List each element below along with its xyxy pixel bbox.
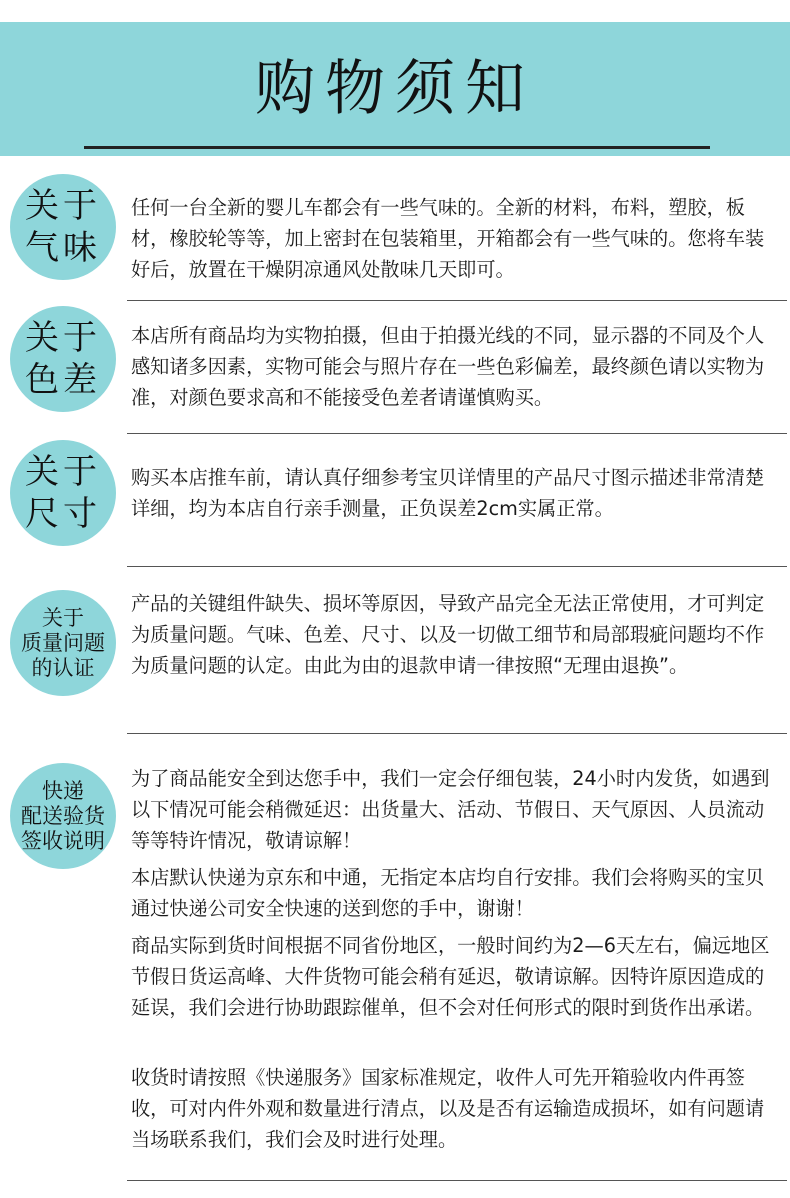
badge-line: 色差 — [25, 360, 101, 400]
badge-line: 气味 — [25, 228, 101, 268]
badge-line: 关于 — [42, 605, 84, 630]
badge-line: 的认证 — [31, 655, 95, 680]
divider — [127, 733, 787, 734]
divider — [127, 566, 787, 567]
badge-line: 质量问题 — [21, 630, 105, 655]
smell-text: 任何一台全新的婴儿车都会有一些气味的。全新的材料，布料，塑胶，板材，橡胶轮等等，加上密封在包装箱里，开箱都会有一些气味的。您将车装好后，放置在干燥阴凉通风处散味几天即可。 — [131, 196, 765, 281]
page-title: 购物须知 — [255, 54, 535, 124]
badge-line: 关于 — [25, 186, 101, 226]
badge-delivery — [10, 763, 116, 869]
badge-smell — [10, 174, 116, 280]
badge-line: 配送验货 — [21, 803, 105, 828]
badge-quality — [10, 590, 116, 696]
delivery-text-1: 为了商品能安全到达您手中，我们一定会仔细包装，24小时内发货，如遇到以下情况可能会稍微延迟：出货量大、活动、节假日、天气原因、人员流动等等特许情况，敬请谅解！ — [131, 767, 770, 852]
delivery-text-2: 本店默认快递为京东和中通，无指定本店均自行安排。我们会将购买的宝贝通过快递公司安全快速的送到您的手中，谢谢！ — [131, 866, 765, 920]
delivery-text-4: 收货时请按照《快递服务》国家标准规定，收件人可先开箱验收内件再签收，可对内件外观和数量进行清点，以及是否有运输造成损坏，如有问题请当场联系我们，我们会及时进行处理。 — [131, 1066, 765, 1151]
delivery-text-3: 商品实际到货时间根据不同省份地区，一般时间约为2—6天左右，偏远地区节假日货运高峰、大件货物可能会稍有延迟，敬请谅解。因特许原因造成的延误，我们会进行协助跟踪催单，但不会对任何形式的限时到货作出承诺。 — [131, 934, 770, 1019]
badge-line: 签收说明 — [21, 828, 105, 853]
badge-size — [10, 440, 116, 546]
badge-line: 尺寸 — [25, 494, 101, 534]
title-underline — [84, 146, 710, 149]
color-difference-text: 本店所有商品均为实物拍摄，但由于拍摄光线的不同，显示器的不同及个人感知诸多因素，实物可能会与照片存在一些色彩偏差，最终颜色请以实物为准，对颜色要求高和不能接受色差者请谨慎购买。 — [131, 324, 765, 409]
header-banner — [0, 22, 790, 156]
badge-line: 关于 — [25, 452, 101, 492]
badge-line: 快递 — [42, 778, 84, 803]
badge-color-difference — [10, 306, 116, 412]
quality-text: 产品的关键组件缺失、损坏等原因，导致产品完全无法正常使用，才可判定为质量问题。气味、色差、尺寸、以及一切做工细节和局部瑕疵问题均不作为质量问题的认定。由此为由的退款申请一律按照“无理由退换”。 — [131, 592, 765, 677]
divider — [127, 433, 787, 434]
divider — [127, 300, 787, 301]
divider — [127, 1180, 787, 1181]
badge-line: 关于 — [25, 318, 101, 358]
size-text: 购买本店推车前，请认真仔细参考宝贝详情里的产品尺寸图示描述非常清楚详细，均为本店自行亲手测量，正负误差2cm实属正常。 — [131, 466, 765, 520]
